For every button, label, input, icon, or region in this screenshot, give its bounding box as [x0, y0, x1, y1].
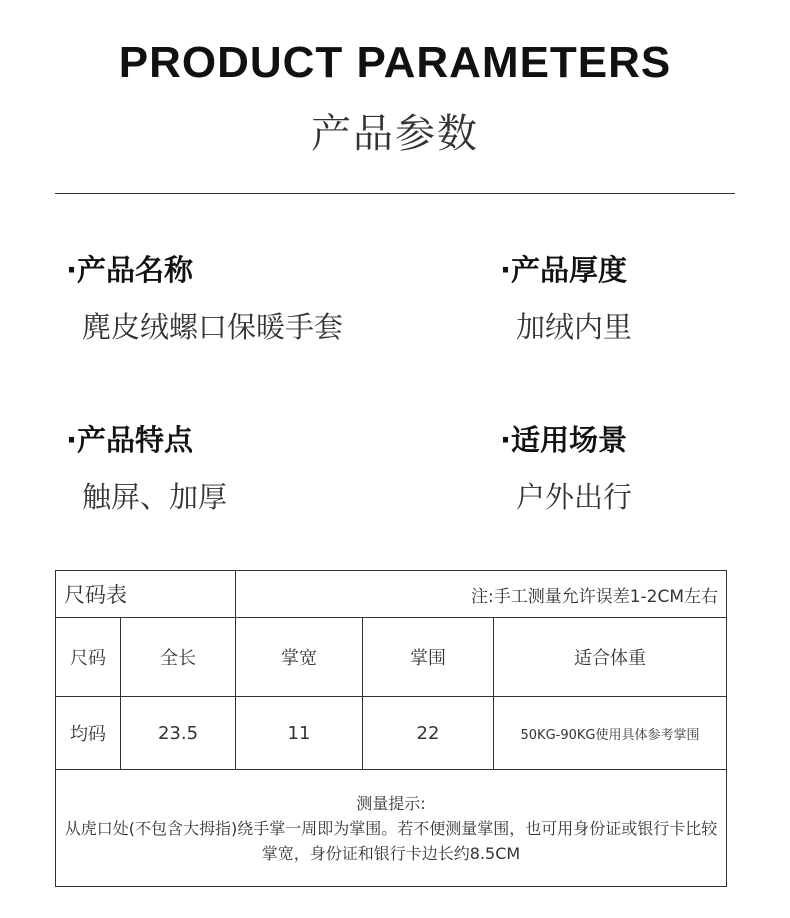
column-header: 全长 [121, 618, 236, 697]
param-value: 触屏、加厚 [82, 480, 228, 514]
param-product-name [66, 248, 343, 346]
table-header-row [56, 618, 727, 697]
param-features [66, 418, 227, 516]
page-subtitle: 产品参数 [311, 111, 479, 157]
column-header: 尺码 [56, 618, 121, 697]
table-caption-row [56, 571, 727, 618]
param-value: 加绒内里 [516, 310, 633, 344]
table-cell: 均码 [56, 697, 121, 770]
divider [55, 193, 735, 194]
param-thickness [500, 248, 632, 346]
column-header: 掌围 [363, 618, 494, 697]
table-cell: 50KG-90KG使用具体参考掌围 [494, 697, 727, 770]
param-value: 麂皮绒螺口保暖手套 [82, 310, 344, 344]
column-header: 适合体重 [494, 618, 727, 697]
param-scenario [500, 418, 632, 516]
param-value: 户外出行 [516, 480, 633, 514]
param-label: ·适用场景 [500, 423, 628, 457]
measure-tip-row [56, 770, 727, 887]
table-note: 注:手工测量允许误差1-2CM左右 [236, 571, 727, 618]
page-title: PRODUCT PARAMETERS [118, 38, 672, 87]
measure-tip [56, 770, 727, 887]
table-caption: 尺码表 [56, 571, 236, 618]
table-cell: 11 [236, 697, 363, 770]
param-label: ·产品特点 [66, 423, 194, 457]
table-row [56, 697, 727, 770]
param-label: ·产品厚度 [500, 253, 628, 287]
table-cell: 22 [363, 697, 494, 770]
measure-tip-title: 测量提示: [356, 793, 426, 813]
table-cell: 23.5 [121, 697, 236, 770]
size-table [55, 570, 727, 887]
param-label: ·产品名称 [66, 253, 194, 287]
column-header: 掌宽 [236, 618, 363, 697]
measure-tip-text: 从虎口处(不包含大拇指)绕手掌一周即为掌围。若不便测量掌围，也可用身份证或银行卡比较掌宽，身份证和银行卡边长约8.5CM [64, 818, 718, 863]
